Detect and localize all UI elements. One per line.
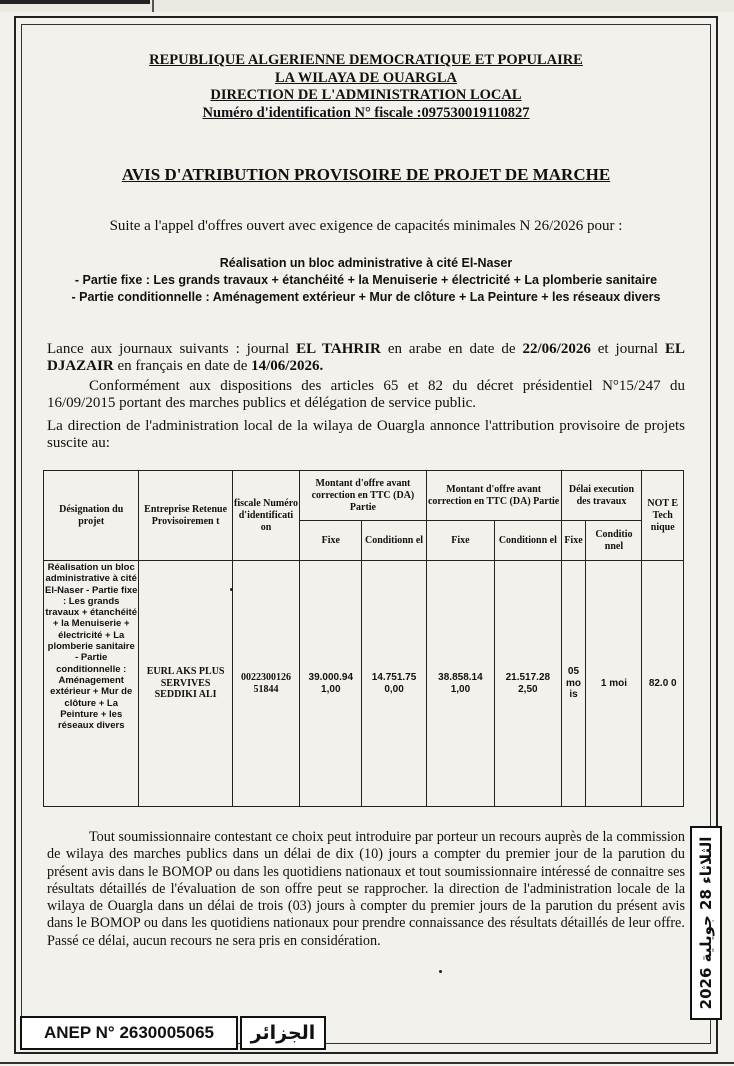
- top-strip: [0, 0, 734, 12]
- scan-dot: [230, 588, 233, 591]
- subheader-delai-fixe: Fixe: [561, 521, 586, 561]
- scan-dot: [439, 970, 442, 973]
- side-date-box: [690, 826, 722, 1020]
- direction-paragraph: La direction de l'administration local de la wilaya de Ouargla annonce l'attribution provisoire de projets suscite au:: [47, 418, 685, 451]
- top-strip-bar: [0, 0, 150, 4]
- cell-fiscal: 0022300126 51844: [232, 561, 299, 807]
- cell-montant-avant-cond: 14.751.75 0,00: [362, 561, 426, 807]
- cell-note: 82.0 0: [642, 561, 684, 807]
- col-header-designation: Désignation du projet: [44, 471, 139, 561]
- cell-montant-apres-fixe: 38.858.14 1,00: [426, 561, 494, 807]
- cell-delai-fixe: 05 mo is: [561, 561, 586, 807]
- header-wilaya: LA WILAYA DE OUARGLA: [275, 69, 457, 86]
- col-header-delai: Délai execution des travaux: [561, 471, 642, 521]
- col-header-montant-apres: Montant d'offre avant correction en TTC (DA) Partie: [426, 471, 561, 521]
- table-row: [44, 561, 684, 807]
- bottom-rule: [0, 1062, 734, 1064]
- cell-montant-avant-fixe: 39.000.94 1,00: [300, 561, 362, 807]
- launch-text-3: et journal: [590, 341, 665, 357]
- document-header: [40, 52, 692, 122]
- subheader-delai-conditionnel: Conditio nnel: [586, 521, 642, 561]
- launch-text-4: en français en date de: [113, 358, 252, 374]
- launch-paragraph: [47, 341, 685, 375]
- anep-number-box: ANEP N° 2630005065: [20, 1016, 238, 1050]
- conformity-paragraph: Conformément aux dispositions des articles 65 et 82 du décret présidentiel N°15/247 du 16/09/2015 portant des marches publics et délégation de service public.: [47, 378, 685, 411]
- intro-line: Suite a l'appel d'offres ouvert avec exigence de capacités minimales N 26/2026 pour :: [109, 218, 623, 234]
- deadline-paragraph: Passé ce délai, aucun recours ne sera pris en considération.: [47, 932, 381, 949]
- cell-entreprise: EURL AKS PLUS SERVIVES SEDDIKI ALI: [139, 561, 232, 807]
- header-fiscal-id: Numéro d'identification N° fiscale :097530019110827: [202, 104, 530, 121]
- project-description: [40, 255, 692, 306]
- top-strip-separator: [152, 0, 154, 12]
- cell-designation: Réalisation un bloc administrative à cité El-Naser - Partie fixe : Les grands travaux + étanchéité + la Menuiserie + électricité + La plomberie sanitaire - Partie conditionnelle : Aménagement extérieur + Mur de clôture + La Peinture + les réseaux divers: [44, 561, 139, 807]
- journal-french: EL DJAZAIR: [47, 341, 685, 374]
- recourse-paragraph: Tout soumissionnaire contestant ce choix peut introduire par porteur un recours auprès de la commission de wilaya des marches publics dans un délai de dix (10) jours a compter du premier jour de la parution du présent avis dans le BOMOP ou dans les quotidiens nationaux et tout soumissionnaire intéressé de connaitre ses résultats détaillés de l'évaluation de son offre peut se rapprocher. la direction de l'administration locale de la wilaya de Ouargla dans un délai de trois (03) jours à compter du premier jours de la parution du présent avis dans le BOMOP ou dans les quotidiens nationaux pour prendre connaissance des résultats détaillés de leur offre.: [47, 829, 685, 932]
- date-french: 14/06/2026.: [251, 358, 324, 374]
- header-direction: DIRECTION DE L'ADMINISTRATION LOCAL: [210, 87, 522, 103]
- project-fixed-part: - Partie fixe : Les grands travaux + étanchéité + la Menuiserie + électricité + La plomberie sanitaire: [74, 273, 658, 287]
- col-header-fiscal: fiscale Numéro d'identificati on: [232, 471, 299, 561]
- header-republic: REPUBLIQUE ALGERIENNE DEMOCRATIQUE ET POPULAIRE: [149, 52, 583, 68]
- closing-text: [47, 829, 685, 950]
- attribution-table: [43, 470, 684, 807]
- notice-title: AVIS D'ATRIBUTION PROVISOIRE DE PROJET DE MARCHE: [121, 165, 611, 184]
- side-date-text: الثلاثاء 28 جويلية 2026: [697, 836, 715, 1010]
- col-header-entreprise: Entreprise Retenue Provisoiremen t: [139, 471, 232, 561]
- el-djazair-logo: الجزائر: [240, 1016, 326, 1050]
- project-conditional-part: - Partie conditionnelle : Aménagement extérieur + Mur de clôture + La Peinture + les réseaux divers: [71, 290, 661, 304]
- journal-arabic: EL TAHRIR: [296, 341, 381, 357]
- col-header-note: NOT E Tech nique: [642, 471, 684, 561]
- launch-text: Lance aux journaux suivants : journal: [47, 341, 297, 357]
- col-header-montant-avant: Montant d'offre avant correction en TTC (DA) Partie: [300, 471, 427, 521]
- cell-montant-apres-cond: 21.517.28 2,50: [495, 561, 561, 807]
- subheader-conditionnel: Conditionn el: [362, 521, 426, 561]
- table-header-row: [44, 471, 684, 521]
- date-arabic: 22/06/2026: [522, 341, 591, 357]
- subheader-fixe: Fixe: [300, 521, 362, 561]
- project-name: Réalisation un bloc administrative à cité El-Naser: [219, 256, 513, 270]
- cell-delai-cond: 1 moi: [586, 561, 642, 807]
- subheader-fixe-2: Fixe: [426, 521, 494, 561]
- launch-text-2: en arabe en date de: [380, 341, 523, 357]
- subheader-conditionnel-2: Conditionn el: [495, 521, 561, 561]
